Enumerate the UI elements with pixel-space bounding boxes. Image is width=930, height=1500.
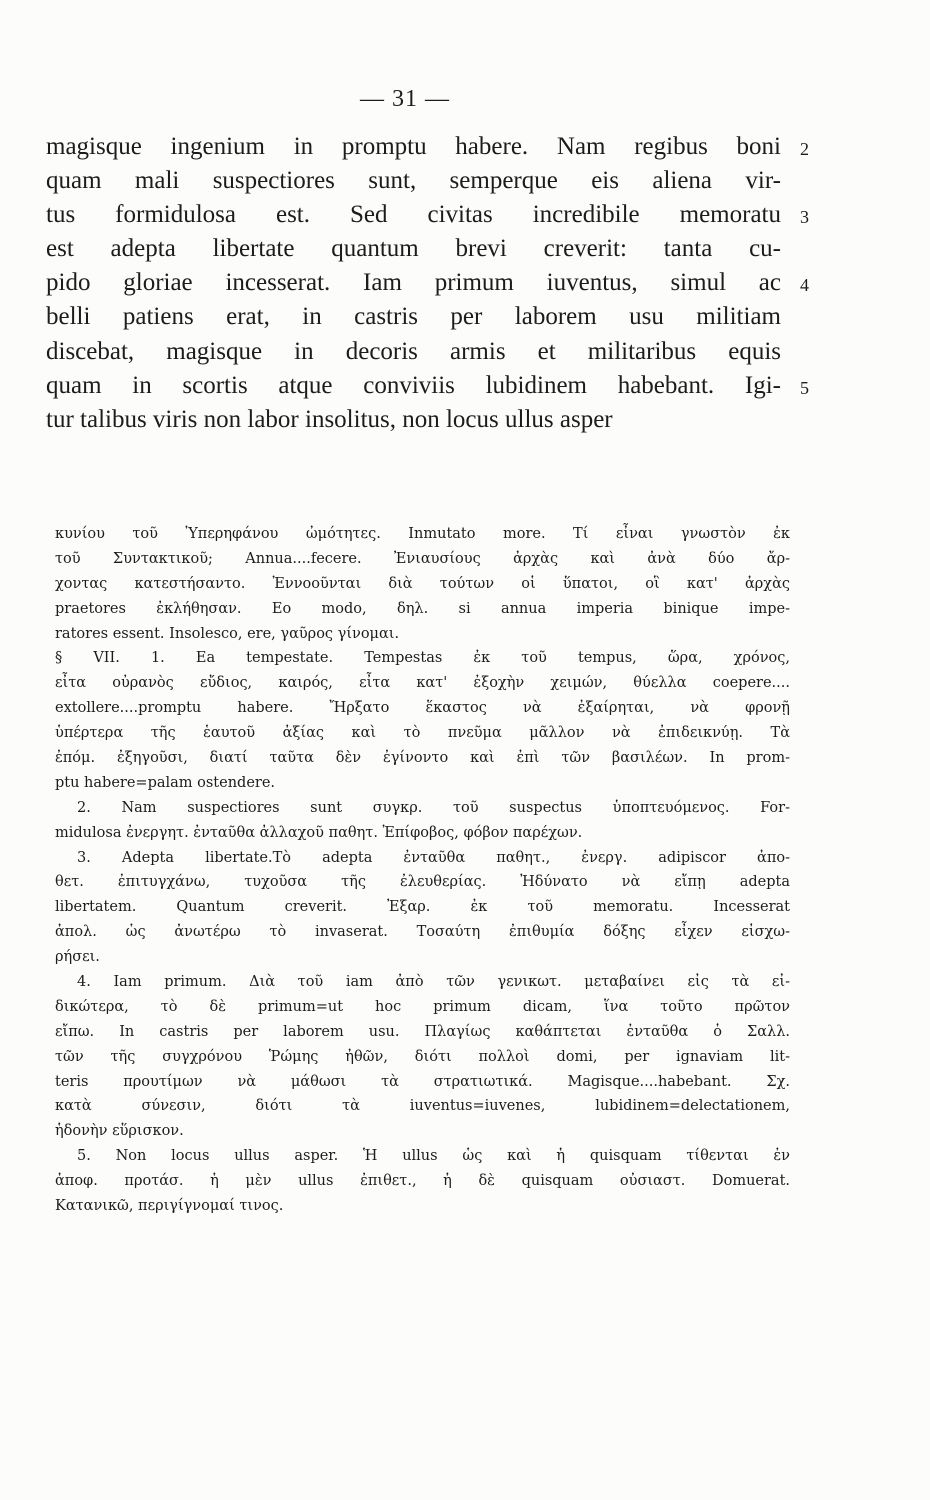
note-line: εἶτα οὐρανὸς εὔδιος, καιρός, εἶτα κατ' ἐξοχὴν χειμών, θύελλα coepere.... — [55, 675, 790, 692]
note-line: § VII. 1. Ea tempestate. Tempestas ἐκ τοῦ tempus, ὥρα, χρόνος, — [55, 650, 790, 667]
note-line: χοντας κατεστήσαντο. Ἐννοοῦνται διὰ τούτων οἱ ὕπατοι, οἳ κατ' ἀρχὰς — [55, 575, 790, 592]
margin-section-number: 2 — [800, 139, 809, 159]
note-line: teris προυτίμων νὰ μάθωσι τὰ στρατιωτικά. Magisque....habebant. Σχ. — [55, 1073, 790, 1090]
commentary-notes — [55, 522, 790, 1219]
main-text-line: quam mali suspectiores sunt, semperque eis aliena vir- — [46, 167, 781, 195]
main-text-line: quam in scortis atque conviviis lubidinem habebant. Igi- — [46, 371, 781, 399]
main-text-line: pido gloriae incesserat. Iam primum iuventus, simul ac — [46, 269, 781, 297]
note-line: ἡδονὴν εὕρισκον. — [55, 1123, 184, 1140]
note-line: τῶν τῆς συγχρόνου Ῥώμης ἠθῶν, διότι πολλοὶ domi, per ignaviam lit- — [55, 1048, 790, 1065]
margin-section-number: 3 — [800, 207, 809, 227]
main-text-line: magisque ingenium in promptu habere. Nam regibus boni — [46, 133, 781, 160]
main-text-line: discebat, magisque in decoris armis et militaribus equis — [46, 337, 781, 365]
note-line: 2. Nam suspectiores sunt συγκρ. τοῦ suspectus ὑποπτευόμενος. For- — [77, 799, 790, 816]
note-line: 5. Non locus ullus asper. Ἡ ullus ὡς καὶ ἡ quisquam τίθενται ἐν — [77, 1148, 790, 1165]
note-line: 3. Adepta libertate.Τὸ adepta ἐνταῦθα παθητ., ἐνεργ. adipiscor ἀπο- — [77, 849, 790, 866]
note-line: ratores essent. Insolesco, ere, γαῦρος γίνομαι. — [55, 625, 400, 642]
note-line: extollere....promptu habere. Ἤρξατο ἕκαστος νὰ ἐξαίρηται, νὰ φρονῇ — [55, 700, 790, 717]
note-line: midulosa ἐνεργητ. ἐνταῦθα ἀλλαχοῦ παθητ. Ἐπίφοβος, φόβον παρέχων. — [55, 824, 583, 841]
note-line: ἀποφ. προτάσ. ἡ μὲν ullus ἐπιθετ., ἡ δὲ quisquam οὐσιαστ. Domuerat. — [55, 1173, 790, 1190]
note-line: libertatem. Quantum creverit. Ἐξαρ. ἐκ τοῦ memoratu. Incesserat — [55, 899, 790, 916]
note-line: εἴπω. In castris per laborem usu. Πλαγίως καθάπτεται ἐνταῦθα ὁ Σαλλ. — [55, 1023, 790, 1040]
main-text-line: belli patiens erat, in castris per laborem usu militiam — [46, 303, 781, 331]
main-text-line: tus formidulosa est. Sed civitas incredibile memoratu — [46, 201, 781, 229]
main-text-line: tur talibus viris non labor insolitus, non locus ullus asper — [46, 405, 613, 433]
note-line: ptu habere=palam ostendere. — [55, 774, 276, 791]
main-text-line: est adepta libertate quantum brevi creverit: tanta cu- — [46, 235, 781, 263]
note-line: ἀπολ. ὡς ἀνωτέρω τὸ invaserat. Τοσαύτη ἐπιθυμία δόξης εἶχεν εἰσχω- — [55, 924, 790, 941]
note-line: τοῦ Συντακτικοῦ; Annua....fecere. Ἐνιαυσίους ἀρχὰς καὶ ἀνὰ δύο ἄρ- — [55, 550, 790, 567]
note-line: δικώτερα, τὸ δὲ primum=ut hoc primum dicam, ἵνα τοῦτο πρῶτον — [55, 998, 790, 1015]
margin-section-number: 4 — [800, 275, 809, 295]
note-line: θετ. ἐπιτυγχάνω, τυχοῦσα τῆς ἐλευθερίας. Ἠδύνατο νὰ εἴπῃ adepta — [55, 874, 790, 891]
page-number: — 31 — — [360, 86, 450, 112]
note-line: ρήσει. — [55, 949, 100, 966]
note-line: κυνίου τοῦ Ὑπερηφάνου ὠμότητες. Inmutato more. Τί εἶναι γνωστὸν ἐκ — [55, 526, 790, 542]
note-line: ἐπόμ. ἐξηγοῦσι, διατί ταῦτα δὲν ἐγίνοντο καὶ ἐπὶ τῶν βασιλέων. In prom- — [55, 750, 790, 767]
note-line: κατὰ σύνεσιν, διότι τὰ iuventus=iuvenes, lubidinem=delectationem, — [55, 1098, 790, 1115]
note-line: ὑπέρτερα τῆς ἑαυτοῦ ἀξίας καὶ τὸ πνεῦμα μᾶλλον νὰ ἐπιδεικνύῃ. Τὰ — [55, 725, 790, 742]
note-line: praetores ἐκλήθησαν. Eo modo, δηλ. si annua imperia binique impe- — [55, 600, 790, 617]
note-line: Κατανικῶ, περιγίγνομαί τινος. — [55, 1198, 284, 1215]
margin-section-number: 5 — [800, 378, 809, 398]
main-latin-text — [46, 130, 781, 437]
note-line: 4. Iam primum. Διὰ τοῦ iam ἀπὸ τῶν γενικωτ. μεταβαίνει εἰς τὰ εἰ- — [77, 974, 790, 991]
